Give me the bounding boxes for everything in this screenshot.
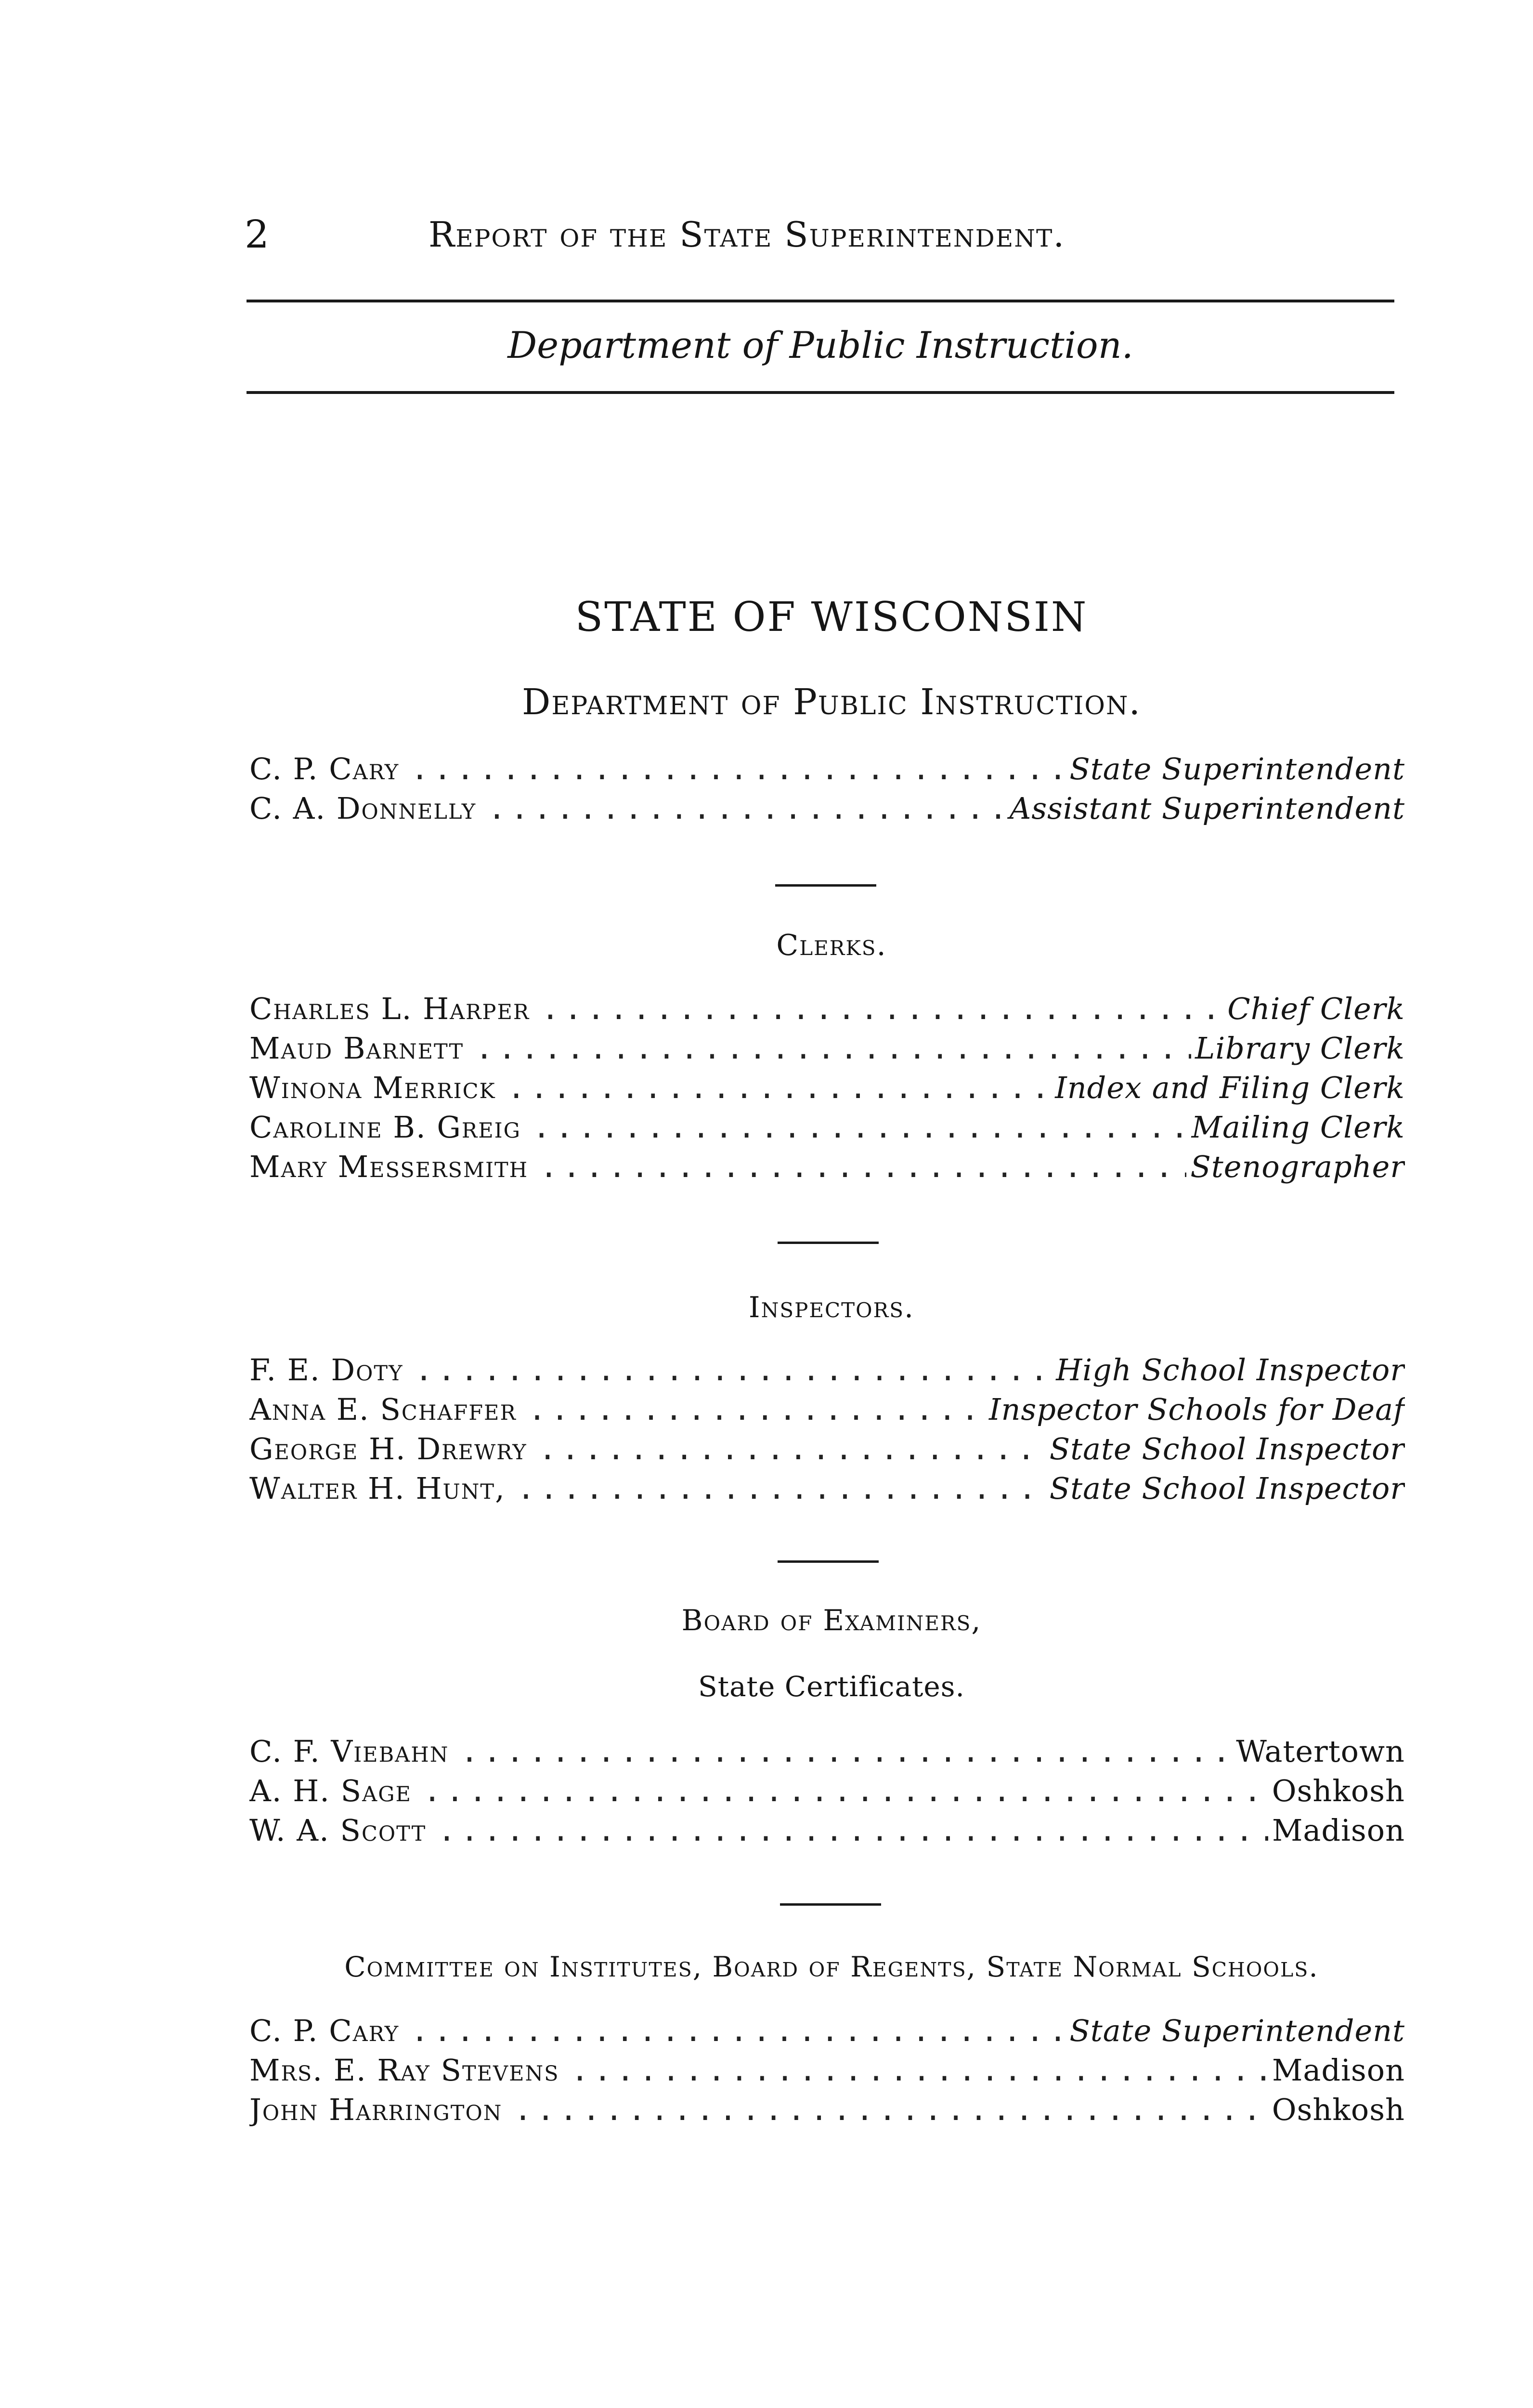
dot-leader	[539, 1431, 1046, 1466]
examiners-list	[249, 1734, 1405, 1852]
list-item	[249, 751, 1405, 791]
examiner-name: A. H. Sage	[249, 1773, 412, 1808]
dot-leader	[507, 1070, 1052, 1105]
state-certificates-subheading: State Certificates.	[698, 1670, 965, 1703]
dot-leader	[540, 1149, 1186, 1184]
examiner-location: Oshkosh	[1272, 1773, 1405, 1808]
dot-leader	[528, 1392, 985, 1427]
list-item	[249, 1431, 1405, 1471]
committee-heading: Committee on Institutes, Board of Regents, State Normal Schools.	[344, 1950, 1319, 1983]
dot-leader	[460, 1734, 1232, 1769]
officer-name: C. P. Cary	[249, 751, 400, 786]
list-item	[249, 1392, 1405, 1431]
dot-leader	[423, 1773, 1268, 1808]
committee-member-name: John Harrington	[249, 2092, 503, 2127]
committee-list	[249, 2013, 1405, 2132]
dot-leader	[411, 2013, 1065, 2048]
clerk-name: Maud Barnett	[249, 1031, 464, 1066]
list-item	[249, 1352, 1405, 1392]
inspector-title: State School Inspector	[1049, 1471, 1405, 1506]
committee-member-name: Mrs. E. Ray Stevens	[249, 2053, 559, 2088]
list-item	[249, 2053, 1405, 2092]
dot-leader	[571, 2053, 1268, 2088]
clerk-title: Chief Clerk	[1227, 991, 1405, 1026]
list-item	[249, 1070, 1405, 1110]
page-title: STATE OF WISCONSIN	[575, 593, 1088, 641]
department-heading: Department of Public Instruction.	[521, 681, 1141, 723]
examiner-location: Madison	[1272, 1813, 1405, 1848]
dot-leader	[411, 751, 1065, 786]
dot-leader	[488, 791, 1005, 826]
committee-member-location: Oshkosh	[1272, 2092, 1405, 2127]
clerk-name: Caroline B. Greig	[249, 1110, 521, 1145]
committee-member-location: Madison	[1272, 2053, 1405, 2088]
examiner-name: C. F. Viebahn	[249, 1734, 449, 1769]
list-item	[249, 1773, 1405, 1813]
clerk-name: Winona Merrick	[249, 1070, 496, 1105]
section-divider	[778, 1242, 879, 1244]
clerk-name: Mary Messersmith	[249, 1149, 529, 1184]
list-item	[249, 2013, 1405, 2053]
inspectors-heading: Inspectors.	[748, 1291, 915, 1324]
list-item	[249, 1031, 1405, 1070]
inspector-name: Anna E. Schaffer	[249, 1392, 517, 1427]
header-rule-bottom	[247, 391, 1394, 394]
clerks-heading: Clerks.	[776, 929, 887, 962]
list-item	[249, 1471, 1405, 1510]
running-head: Report of the State Superintendent.	[429, 214, 1065, 255]
header-rule-top	[247, 300, 1394, 302]
clerk-title: Index and Filing Clerk	[1055, 1070, 1405, 1105]
dot-leader	[438, 1813, 1268, 1848]
committee-member-name: C. P. Cary	[249, 2013, 400, 2048]
clerk-name: Charles L. Harper	[249, 991, 530, 1026]
committee-member-title: State Superintendent	[1069, 2013, 1405, 2048]
clerk-title: Mailing Clerk	[1191, 1110, 1405, 1145]
department-banner: Department of Public Instruction.	[507, 324, 1133, 366]
examiner-name: W. A. Scott	[249, 1813, 427, 1848]
dot-leader	[517, 1471, 1046, 1506]
clerk-title: Stenographer	[1190, 1149, 1405, 1184]
dot-leader	[514, 2092, 1268, 2127]
officer-title: Assistant Superintendent	[1009, 791, 1405, 826]
inspector-title: Inspector Schools for Deaf	[989, 1392, 1405, 1427]
officers-list	[249, 751, 1405, 830]
dot-leader	[415, 1352, 1052, 1387]
section-divider	[778, 1560, 879, 1563]
examiner-location: Watertown	[1236, 1734, 1405, 1769]
page-number: 2	[245, 212, 269, 257]
section-divider	[775, 884, 876, 887]
inspectors-list	[249, 1352, 1405, 1510]
section-divider	[780, 1903, 881, 1906]
officer-title: State Superintendent	[1069, 751, 1405, 786]
list-item	[249, 1734, 1405, 1773]
dot-leader	[475, 1031, 1191, 1066]
clerk-title: Library Clerk	[1195, 1031, 1405, 1066]
board-of-examiners-heading: Board of Examiners,	[681, 1604, 982, 1637]
list-item	[249, 1149, 1405, 1189]
list-item	[249, 1110, 1405, 1149]
inspector-title: High School Inspector	[1056, 1352, 1405, 1387]
dot-leader	[541, 991, 1223, 1026]
inspector-name: F. E. Doty	[249, 1352, 403, 1387]
list-item	[249, 2092, 1405, 2132]
officer-name: C. A. Donnelly	[249, 791, 477, 826]
inspector-name: George H. Drewry	[249, 1431, 527, 1466]
list-item	[249, 1813, 1405, 1852]
inspector-title: State School Inspector	[1049, 1431, 1405, 1466]
inspector-name: Walter H. Hunt,	[249, 1471, 506, 1506]
dot-leader	[533, 1110, 1188, 1145]
clerks-list	[249, 991, 1405, 1189]
list-item	[249, 791, 1405, 830]
list-item	[249, 991, 1405, 1031]
